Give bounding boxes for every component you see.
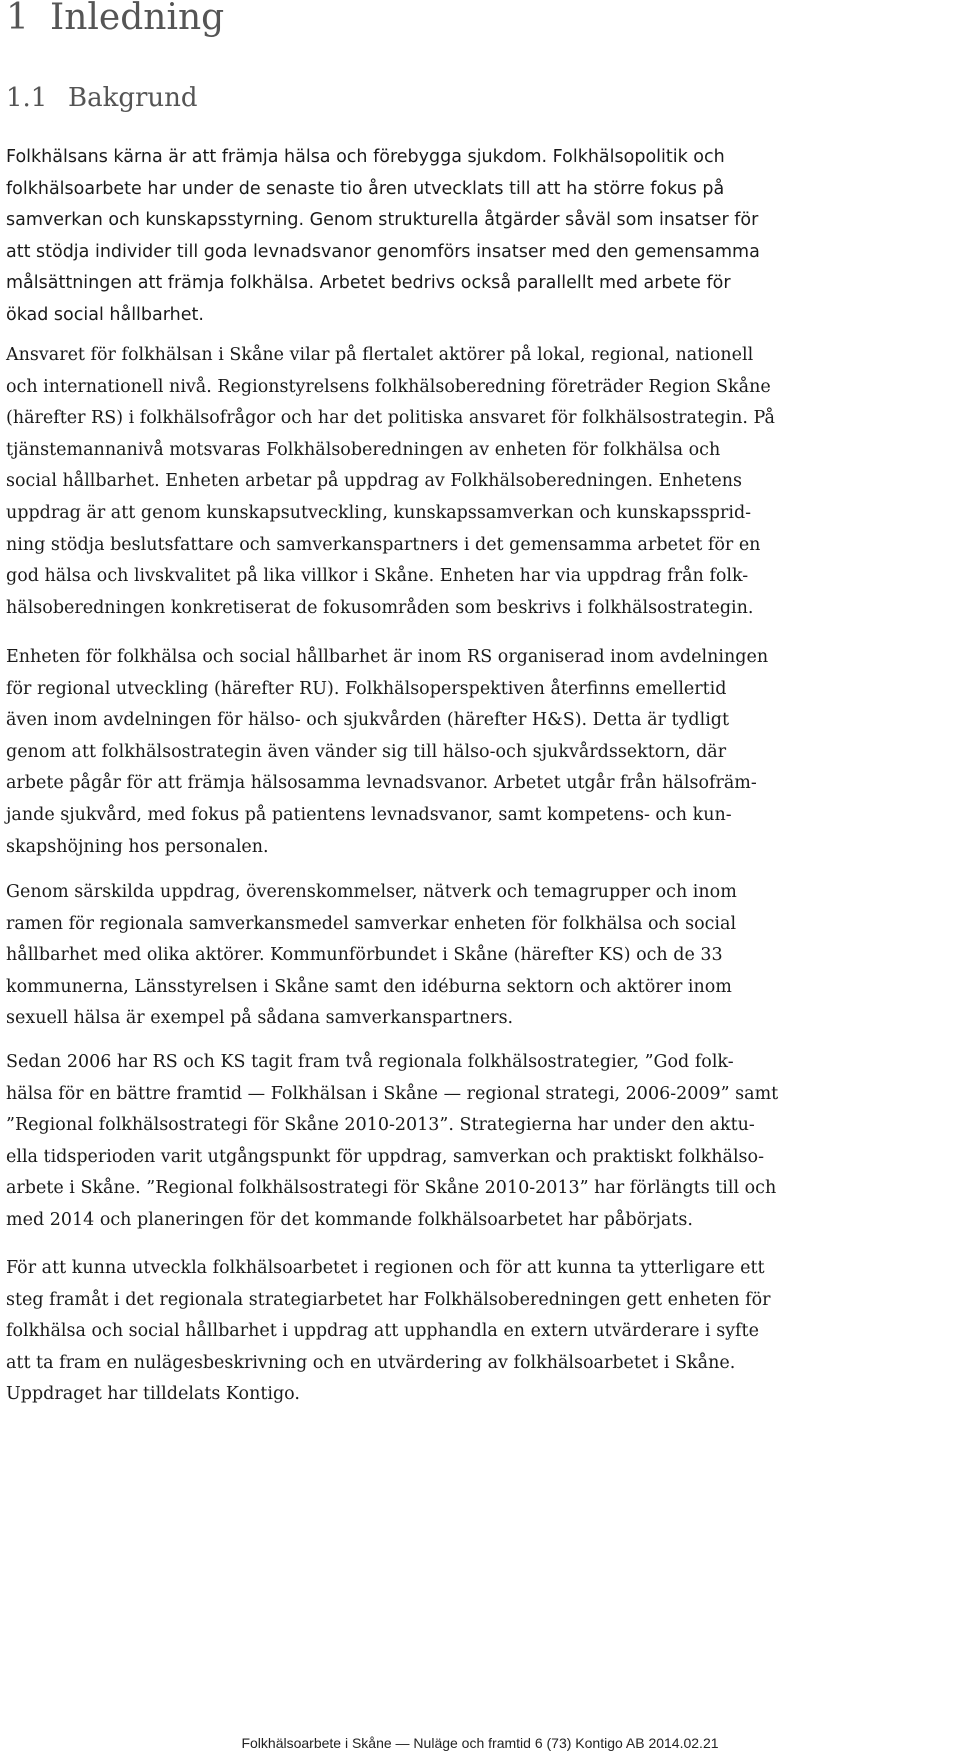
chapter-number: 1 xyxy=(6,0,29,38)
text-line: målsättningen att främja folkhälsa. Arbetet bedrivs också parallellt med arbete för xyxy=(6,273,731,294)
text-line: arbete pågår för att främja hälsosamma levnadsvanor. Arbetet utgår från hälsofräm- xyxy=(6,773,757,794)
paragraph-1 xyxy=(6,142,856,332)
text-line: steg framåt i det regionala strategiarbetet har Folkhälsoberedningen gett enheten för xyxy=(6,1289,771,1310)
section-heading xyxy=(6,80,198,116)
text-line: samverkan och kunskapsstyrning. Genom strukturella åtgärder såväl som insatser för xyxy=(6,210,759,231)
text-line: Folkhälsans kärna är att främja hälsa och förebygga sjukdom. Folkhälsopolitik och xyxy=(6,147,725,167)
chapter-heading xyxy=(6,0,224,42)
text-line: sexuell hälsa är exempel på sådana samverkanspartners. xyxy=(6,1008,514,1029)
text-line: uppdrag är att genom kunskapsutveckling, kunskapssamverkan och kunskapssprid- xyxy=(6,502,752,523)
text-line: kommunerna, Länsstyrelsen i Skåne samt den idéburna sektorn och aktörer inom xyxy=(6,976,732,997)
text-line: folkhälsa och social hållbarhet i uppdrag att upphandla en extern utvärderare i syfte xyxy=(6,1321,759,1342)
text-line: ning stödja beslutsfattare och samverkanspartners i det gemensamma arbetet för en xyxy=(6,534,761,555)
text-line: skapshöjning hos personalen. xyxy=(6,836,269,857)
text-line: (härefter RS) i folkhälsofrågor och har det politiska ansvaret för folkhälsostrategin. På xyxy=(6,408,775,429)
chapter-title: Inledning xyxy=(50,0,225,38)
text-line: social hållbarhet. Enheten arbetar på uppdrag av Folkhälsoberedningen. Enhetens xyxy=(6,471,742,492)
text-line: att stödja individer till goda levnadsvanor genomförs insatser med den gemensamma xyxy=(6,241,760,262)
paragraph-5 xyxy=(6,1047,856,1237)
text-line: För att kunna utveckla folkhälsoarbetet i regionen och för att kunna ta ytterligare ett xyxy=(6,1258,765,1278)
paragraph-2 xyxy=(6,340,856,624)
section-title: Bakgrund xyxy=(68,83,198,113)
text-line: Ansvaret för folkhälsan i Skåne vilar på flertalet aktörer på lokal, regional, nationell xyxy=(6,345,754,365)
text-line: Uppdraget har tilldelats Kontigo. xyxy=(6,1384,300,1405)
text-line: tjänstemannanivå motsvaras Folkhälsoberedningen av enheten för folkhälsa och xyxy=(6,439,721,460)
text-line: ella tidsperioden varit utgångspunkt för uppdrag, samverkan och praktiskt folkhälso- xyxy=(6,1146,764,1167)
text-line: även inom avdelningen för hälso- och sjukvården (härefter H&S). Detta är tydligt xyxy=(6,710,730,731)
paragraph-3 xyxy=(6,642,856,863)
text-line: hälsa för en bättre framtid — Folkhälsan i Skåne — regional strategi, 2006-2009” samt xyxy=(6,1083,779,1104)
text-line: ökad social hållbarhet. xyxy=(6,304,204,325)
text-line: ramen för regionala samverkansmedel samverkar enheten för folkhälsa och social xyxy=(6,913,737,934)
text-line: genom att folkhälsostrategin även vänder sig till hälso-och sjukvårdssektorn, där xyxy=(6,741,727,762)
text-line: Enheten för folkhälsa och social hållbarhet är inom RS organiserad inom avdelningen xyxy=(6,647,769,667)
section-number: 1.1 xyxy=(6,83,48,113)
page-footer: Folkhälsoarbete i Skåne — Nuläge och framtid 6 (73) Kontigo AB 2014.02.21 xyxy=(241,1735,719,1751)
text-line: arbete i Skåne. ”Regional folkhälsostrategi för Skåne 2010-2013” har förlängts till och xyxy=(6,1178,777,1199)
paragraph-6 xyxy=(6,1253,856,1411)
text-line: med 2014 och planeringen för det kommande folkhälsoarbetet har påbörjats. xyxy=(6,1209,693,1230)
text-line: ”Regional folkhälsostrategi för Skåne 2010-2013”. Strategierna har under den aktu- xyxy=(6,1115,755,1136)
text-line: jande sjukvård, med fokus på patientens levnadsvanor, samt kompetens- och kun- xyxy=(6,804,732,825)
paragraph-4 xyxy=(6,877,856,1035)
text-line: folkhälsoarbete har under de senaste tio åren utvecklats till att ha större fokus på xyxy=(6,178,725,199)
text-line: hälsoberedningen konkretiserat de fokusområden som beskrivs i folkhälsostrategin. xyxy=(6,597,754,618)
text-line: och internationell nivå. Regionstyrelsens folkhälsoberedning företräder Region Skåne xyxy=(6,376,771,397)
text-line: Sedan 2006 har RS och KS tagit fram två regionala folkhälsostrategier, ”God folk- xyxy=(6,1052,734,1072)
text-line: att ta fram en nulägesbeskrivning och en utvärdering av folkhälsoarbetet i Skåne. xyxy=(6,1352,736,1373)
text-line: hållbarhet med olika aktörer. Kommunförbundet i Skåne (härefter KS) och de 33 xyxy=(6,945,723,966)
text-line: för regional utveckling (härefter RU). Folkhälsoperspektiven återfinns emellertid xyxy=(6,678,727,699)
text-line: Genom särskilda uppdrag, överenskommelser, nätverk och temagrupper och inom xyxy=(6,882,737,902)
text-line: god hälsa och livskvalitet på lika villkor i Skåne. Enheten har via uppdrag från folk- xyxy=(6,566,749,587)
